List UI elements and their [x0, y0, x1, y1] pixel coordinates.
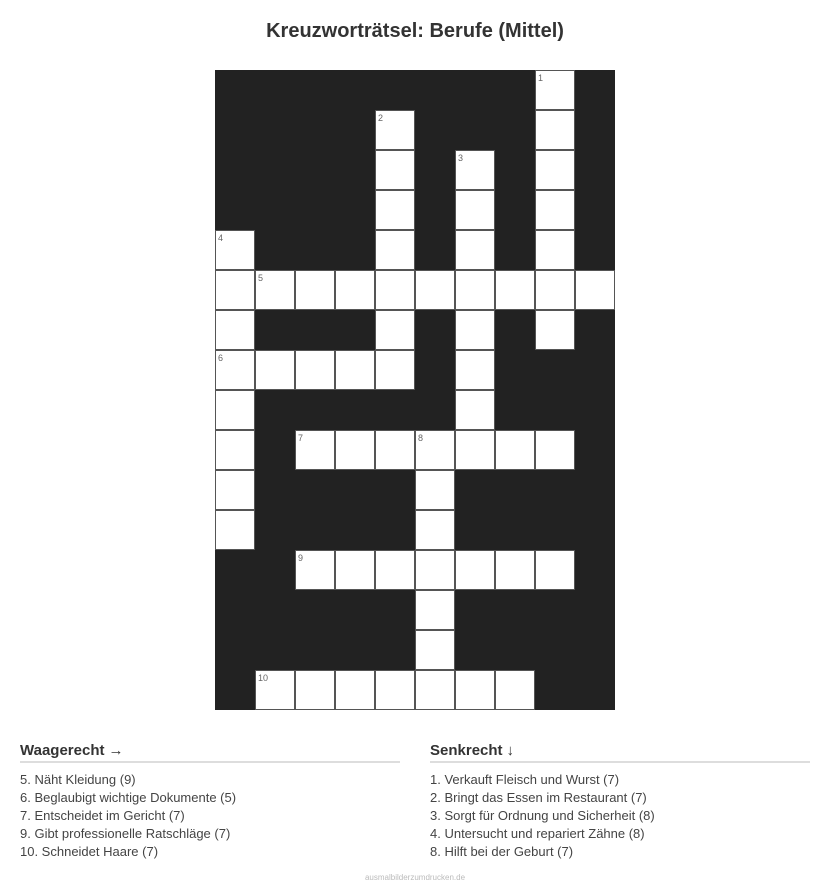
arrow-right-icon: → [108, 742, 124, 759]
grid-cell[interactable] [255, 350, 295, 390]
grid-cell[interactable] [375, 270, 415, 310]
grid-cell[interactable] [415, 670, 455, 710]
grid-cell[interactable] [535, 230, 575, 270]
grid-cell[interactable] [455, 350, 495, 390]
across-clue: 6. Beglaubigt wichtige Dokumente (5) [20, 790, 237, 805]
grid-cell[interactable] [335, 430, 375, 470]
down-heading-label: Senkrecht [430, 742, 503, 759]
clue-number: 9 [298, 553, 304, 563]
grid-cell[interactable] [455, 310, 495, 350]
grid-cell[interactable] [335, 350, 375, 390]
clue-number: 4 [218, 233, 224, 243]
across-clue: 5. Näht Kleidung (9) [20, 772, 136, 787]
grid-cell[interactable] [335, 270, 375, 310]
grid-cell[interactable] [495, 430, 535, 470]
down-clue: 1. Verkauft Fleisch und Wurst (7) [430, 772, 620, 787]
grid-cell[interactable] [495, 670, 535, 710]
grid-cell[interactable] [415, 470, 455, 510]
grid-cell[interactable] [535, 150, 575, 190]
grid-cell[interactable] [295, 550, 335, 590]
grid-cell[interactable] [415, 430, 455, 470]
page-title: Kreuzworträtsel: Berufe (Mittel) [266, 20, 564, 42]
grid-cell[interactable] [375, 230, 415, 270]
grid-cell[interactable] [295, 350, 335, 390]
grid-cell[interactable] [455, 390, 495, 430]
grid-cell[interactable] [375, 310, 415, 350]
grid-cell[interactable] [455, 270, 495, 310]
across-heading-label: Waagerecht [20, 742, 105, 759]
clue-number: 7 [298, 433, 304, 443]
grid-cell[interactable] [535, 430, 575, 470]
grid-cell[interactable] [215, 430, 255, 470]
down-clue: 2. Bringt das Essen im Restaurant (7) [430, 790, 647, 805]
across-clue: 9. Gibt professionelle Ratschläge (7) [20, 826, 231, 841]
grid-cell[interactable] [375, 350, 415, 390]
arrow-down-icon: ↓ [506, 742, 515, 759]
down-clue: 4. Untersucht und repariert Zähne (8) [430, 826, 645, 841]
grid-cell[interactable] [215, 350, 255, 390]
down-clue: 3. Sorgt für Ordnung und Sicherheit (8) [430, 808, 655, 823]
across-heading [20, 742, 400, 763]
grid-cell[interactable] [295, 270, 335, 310]
grid-cell[interactable] [335, 670, 375, 710]
across-clue: 7. Entscheidet im Gericht (7) [20, 808, 185, 823]
grid-cell[interactable] [415, 270, 455, 310]
grid-cell[interactable] [255, 270, 295, 310]
across-clues [20, 742, 400, 861]
grid-cell[interactable] [375, 110, 415, 150]
grid-cell[interactable] [415, 630, 455, 670]
crossword-grid [215, 70, 615, 710]
grid-cell[interactable] [535, 550, 575, 590]
grid-cell[interactable] [415, 550, 455, 590]
grid-cell[interactable] [215, 510, 255, 550]
grid-cell[interactable] [535, 270, 575, 310]
down-clues [430, 742, 810, 861]
grid-cell[interactable] [215, 390, 255, 430]
grid-cell[interactable] [535, 310, 575, 350]
clue-number: 6 [218, 353, 224, 363]
grid-cell[interactable] [375, 430, 415, 470]
clue-number: 5 [258, 273, 264, 283]
grid-cell[interactable] [455, 550, 495, 590]
grid-cell[interactable] [375, 550, 415, 590]
grid-cell[interactable] [255, 670, 295, 710]
across-clue: 10. Schneidet Haare (7) [20, 844, 159, 859]
grid-cell[interactable] [455, 430, 495, 470]
grid-cell[interactable] [455, 230, 495, 270]
down-clue: 8. Hilft bei der Geburt (7) [430, 844, 574, 859]
grid-cell[interactable] [295, 670, 335, 710]
clue-number: 2 [378, 113, 384, 123]
grid-cell[interactable] [215, 310, 255, 350]
clue-number: 10 [258, 673, 269, 683]
grid-cell[interactable] [455, 670, 495, 710]
grid-cell[interactable] [375, 150, 415, 190]
grid-cell[interactable] [535, 70, 575, 110]
grid-cell[interactable] [415, 590, 455, 630]
grid-cell[interactable] [375, 670, 415, 710]
down-heading [430, 742, 810, 763]
grid-cell[interactable] [215, 470, 255, 510]
grid-cell[interactable] [295, 430, 335, 470]
grid-cell[interactable] [455, 150, 495, 190]
grid-cell[interactable] [535, 190, 575, 230]
grid-cell[interactable] [495, 270, 535, 310]
grid-cell[interactable] [415, 510, 455, 550]
footer-watermark: ausmalbilderzumdrucken.de [364, 873, 466, 882]
grid-cell[interactable] [495, 550, 535, 590]
clue-number: 3 [458, 153, 464, 163]
grid-cell[interactable] [535, 110, 575, 150]
grid-cell[interactable] [215, 270, 255, 310]
grid-cell[interactable] [575, 270, 615, 310]
grid-cell[interactable] [335, 550, 375, 590]
grid-cell[interactable] [375, 190, 415, 230]
clue-number: 8 [418, 433, 424, 443]
clue-number: 1 [538, 73, 544, 83]
grid-cell[interactable] [455, 190, 495, 230]
grid-cell[interactable] [215, 230, 255, 270]
